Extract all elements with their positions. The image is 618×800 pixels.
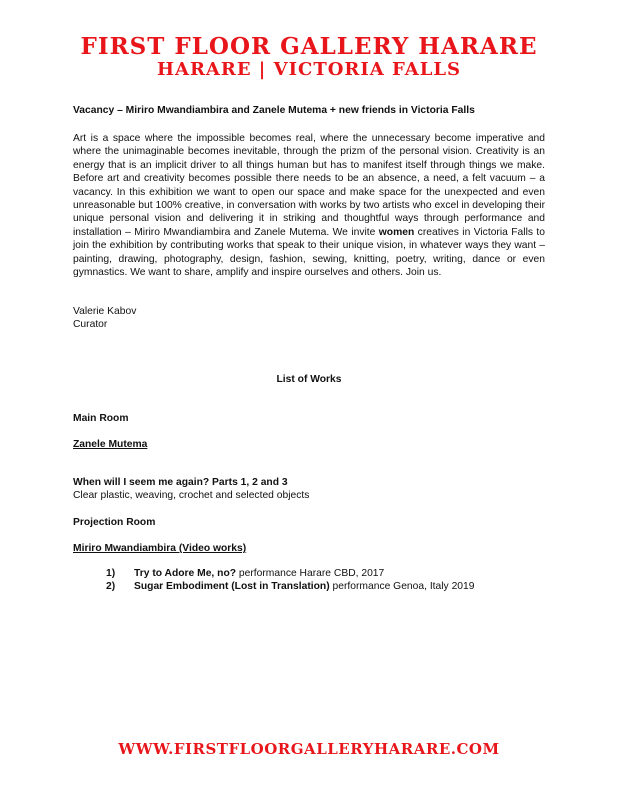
curator-signature bbox=[73, 305, 136, 332]
list-item-number: 2) bbox=[106, 581, 116, 593]
curator-name: Valerie Kabov bbox=[73, 306, 137, 317]
work-medium: Clear plastic, weaving, crochet and selected objects bbox=[73, 490, 310, 502]
work-title: When will I seem me again? Parts 1, 2 and 3 bbox=[73, 477, 288, 488]
curator-role: Curator bbox=[73, 319, 108, 331]
exhibition-statement bbox=[73, 132, 545, 279]
list-item-detail: performance Harare CBD, 2017 bbox=[236, 568, 385, 579]
statement-emphasis: women bbox=[378, 226, 415, 238]
artist-zanele-mutema: Zanele Mutema bbox=[73, 439, 148, 450]
statement-text-1: Art is a space where the impossible becomes real, where the unnecessary become imperative and where the unimaginable becomes inevitable, through the prizm of the personal vision. Creativity is an energy that is an implicit driver to all things human but has to manifest itself through things we make. Before art and creativity becomes possible there needs to be an absence, a need, a felt vacuum – a vacancy. In this exhibition we want to open our space and make space for the unexpected and even unreasonable but 100% creative, in conversation with works by two artists who excel in developing their unique personal vision and delivering it in striking and thoughtful ways through performance and installation – Miriro Mwandiambira and Zanele Mutema. We invite bbox=[73, 133, 545, 238]
list-item bbox=[106, 567, 546, 580]
main-room-label: Main Room bbox=[73, 413, 129, 424]
main-room-work bbox=[73, 476, 543, 503]
artist-miriro-mwandiambira: Miriro Mwandiambira (Video works) bbox=[73, 543, 247, 554]
list-item-detail: performance Genoa, Italy 2019 bbox=[329, 581, 475, 593]
statement-text-2: creatives in Victoria Falls to join the exhibition by contributing works that speak to their unique vision, in whatever ways they want – painting, drawing, photography, design, fashion, sewing, knitting, poetry, writing, dance or even gymnastics. We want to share, amplify and inspire ourselves and others. Join us. bbox=[73, 226, 546, 279]
projection-room-label: Projection Room bbox=[73, 517, 156, 528]
exhibition-title: Vacancy – Miriro Mwandiambira and Zanele Mutema + new friends in Victoria Falls bbox=[73, 105, 475, 116]
list-of-works-heading: List of Works bbox=[276, 374, 342, 385]
gallery-name-heading: FIRST FLOOR GALLERY HARARE bbox=[80, 33, 538, 60]
list-item-number: 1) bbox=[106, 568, 116, 579]
gallery-locations: HARARE | VICTORIA FALLS bbox=[156, 59, 462, 80]
list-item-title: Try to Adore Me, no? bbox=[134, 568, 237, 579]
video-works-list bbox=[106, 567, 546, 594]
website-link[interactable]: WWW.FIRSTFLOORGALLERYHARARE.COM bbox=[118, 740, 500, 758]
list-item-title: Sugar Embodiment (Lost in Translation) bbox=[134, 581, 330, 593]
list-item bbox=[106, 580, 546, 593]
